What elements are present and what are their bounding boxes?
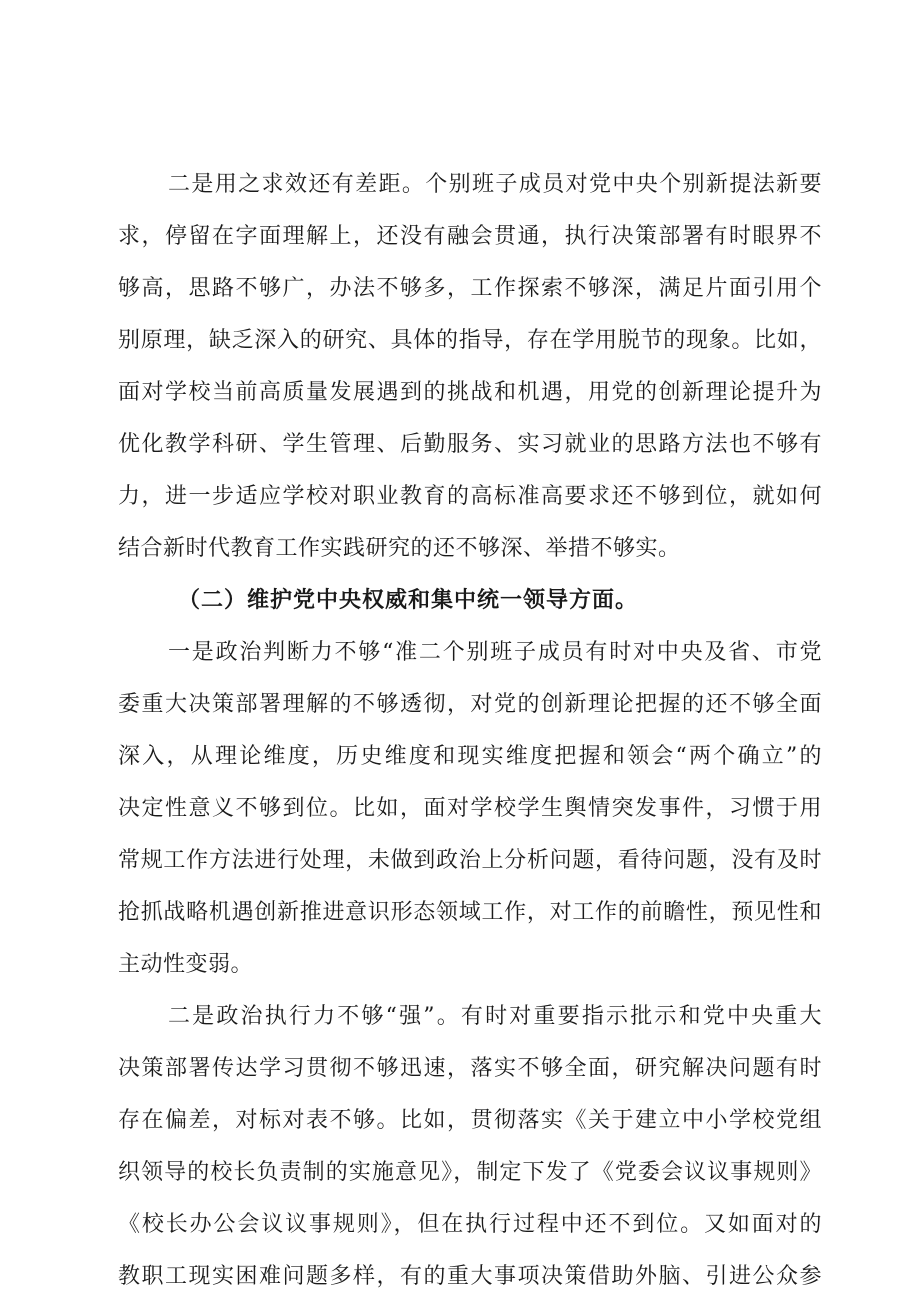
paragraph-3 — [118, 991, 822, 1303]
text-line: 常规工作方法进行处理，未做到政治上分析问题，看待问题，没有及时 — [118, 848, 822, 873]
text-line: 委重大决策部署理解的不够透彻，对党的创新理论把握的还不够全面 — [118, 692, 822, 717]
text-line: 决策部署传达学习贯彻不够迅速，落实不够全面，研究解决问题有时 — [118, 1056, 822, 1081]
text-line: 面对学校当前高质量发展遇到的挑战和机遇，用党的创新理论提升为 — [118, 380, 822, 405]
text-line: 别原理，缺乏深入的研究、具体的指导，存在学用脱节的现象。比如， — [118, 328, 822, 353]
section-heading: （二）维护党中央权威和集中统一领导方面。 — [178, 588, 639, 613]
paragraph-1 — [118, 159, 822, 575]
paragraph-2 — [118, 627, 822, 991]
text-line: 存在偏差，对标对表不够。比如，贯彻落实《关于建立中小学校党组 — [118, 1108, 822, 1133]
text-line: 决定性意义不够到位。比如，面对学校学生舆情突发事件，习惯于用 — [118, 796, 822, 821]
text-line: 深入，从理论维度，历史维度和现实维度把握和领会“两个确立”的 — [118, 744, 822, 769]
text-line: 教职工现实困难问题多样，有的重大事项决策借助外脑、引进公众参 — [118, 1264, 822, 1289]
text-line: 一是政治判断力不够“准二个别班子成员有时对中央及省、市党 — [168, 640, 822, 665]
text-line: 抢抓战略机遇创新推进意识形态领域工作，对工作的前瞻性，预见性和 — [118, 900, 822, 925]
text-line: 《校长办公会议议事规则》，但在执行过程中还不到位。又如面对的 — [118, 1212, 822, 1237]
text-line: 结合新时代教育工作实践研究的还不够深、举措不够实。 — [118, 536, 681, 561]
document-body — [118, 159, 822, 1303]
text-line: 力，进一步适应学校对职业教育的高标准高要求还不够到位，就如何 — [118, 484, 822, 509]
text-line: 主动性变弱。 — [118, 952, 254, 977]
text-line: 织领导的校长负责制的实施意见》，制定下发了《党委会议议事规则》 — [118, 1160, 822, 1185]
text-line: 求，停留在字面理解上，还没有融会贯通，执行决策部署有时眼界不 — [118, 224, 822, 249]
text-line: 够高，思路不够广，办法不够多，工作探索不够深，满足片面引用个 — [118, 276, 822, 301]
text-line: 二是政治执行力不够“强”。有时对重要指示批示和党中央重大 — [168, 1004, 822, 1029]
text-line: 优化教学科研、学生管理、后勤服务、实习就业的思路方法也不够有 — [118, 432, 822, 457]
text-line: 二是用之求效还有差距。个别班子成员对党中央个别新提法新要 — [168, 172, 822, 197]
